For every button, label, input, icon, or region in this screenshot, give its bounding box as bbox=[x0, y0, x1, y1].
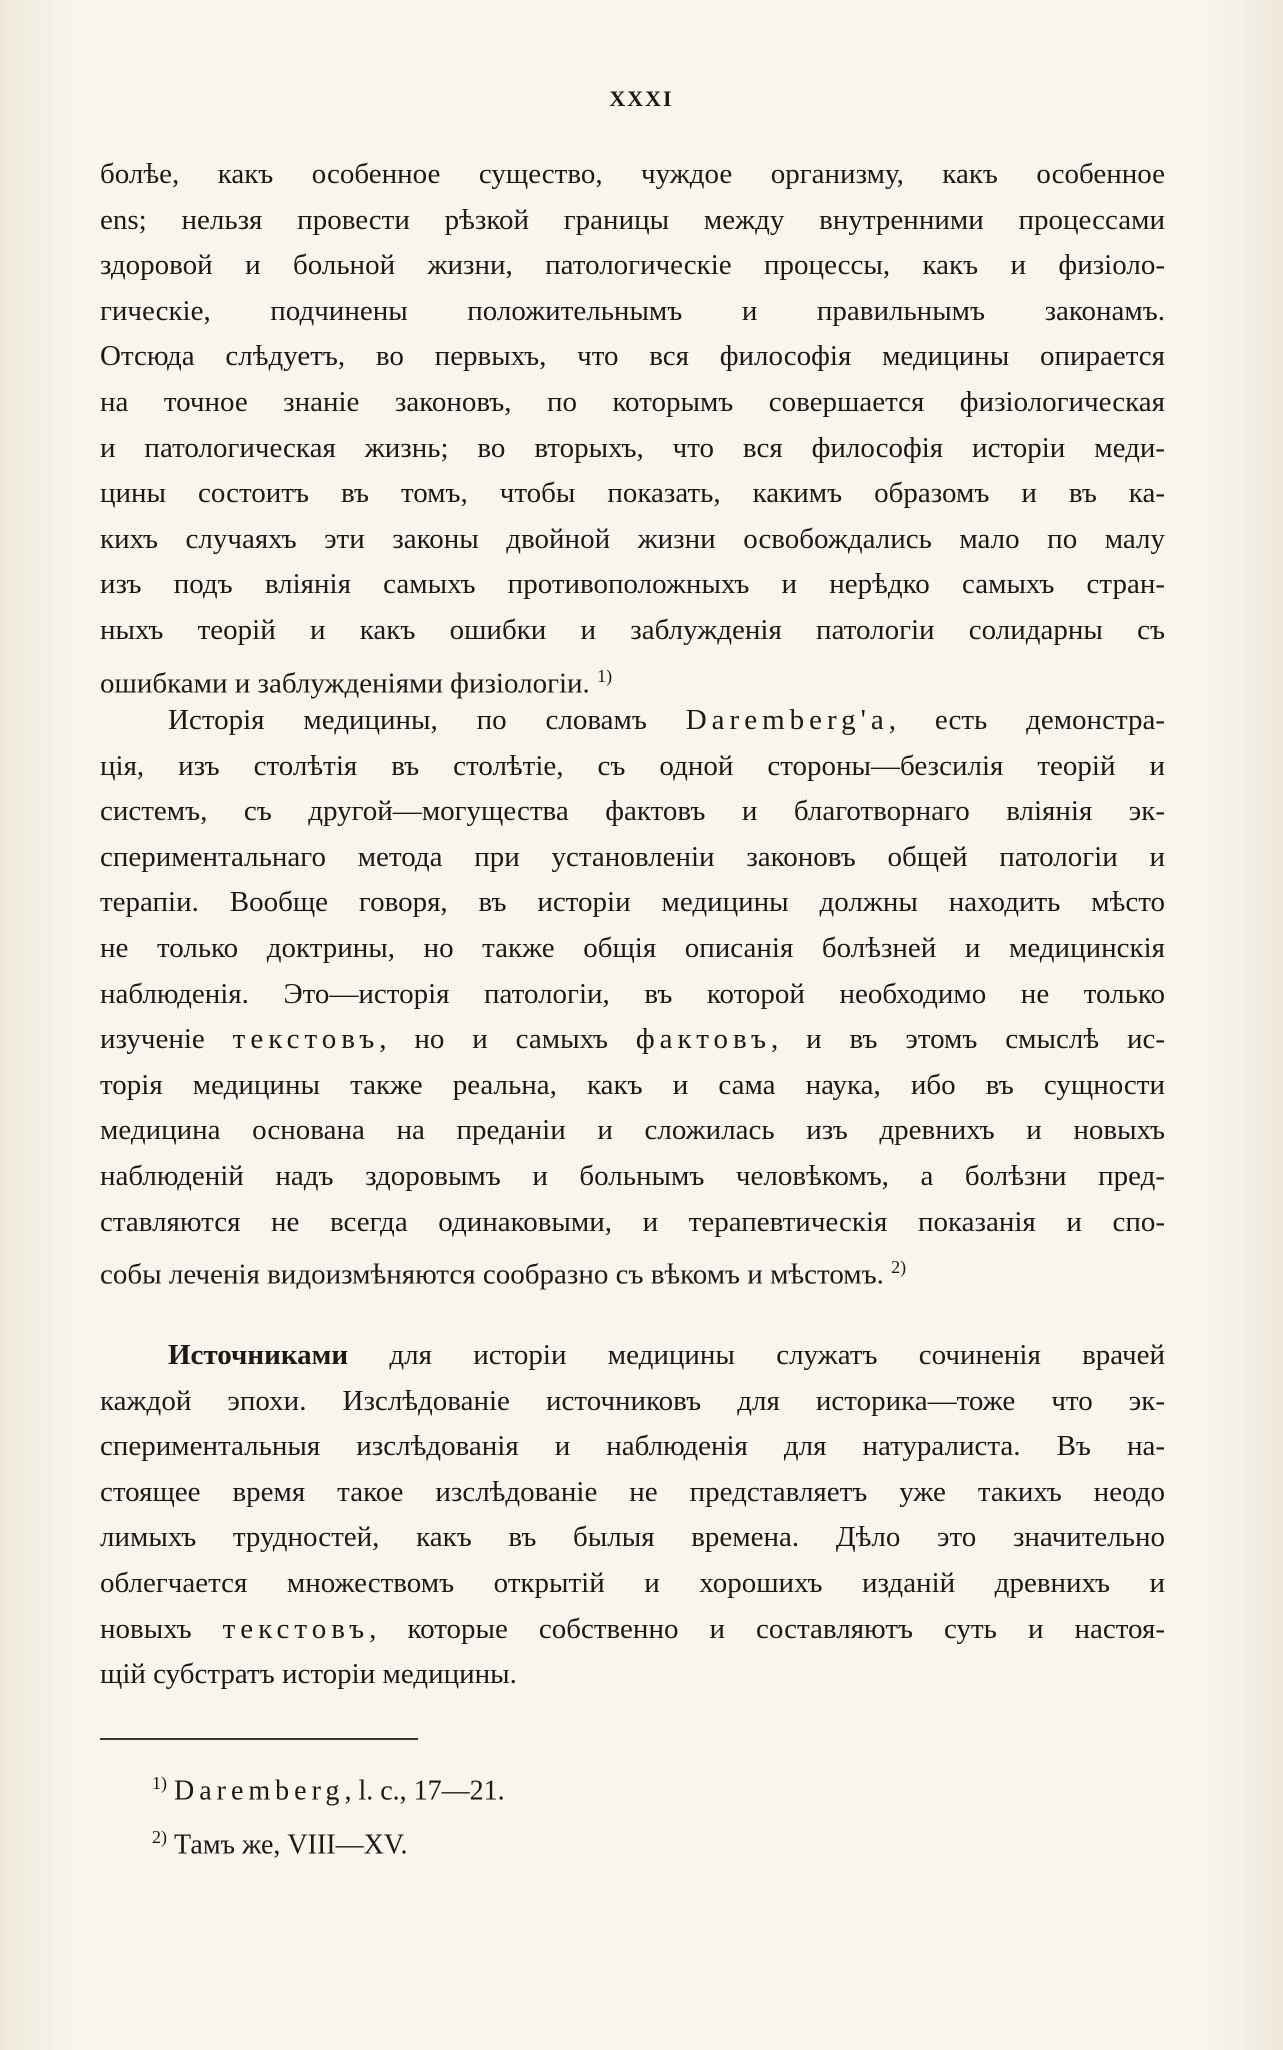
text-line: облегчается множествомъ открытій и хорошихъ изданій древнихъ и bbox=[100, 1566, 1165, 1599]
line-text: собы леченія видоизмѣняются сообразно съ вѣкомъ и мѣстомъ. bbox=[100, 1258, 884, 1291]
text-line bbox=[100, 1333, 1165, 1379]
text-line bbox=[100, 1245, 1165, 1298]
text-line: цины состоитъ въ томъ, чтобы показать, какимъ образомъ и въ ка- bbox=[100, 477, 1165, 510]
footnote-marker[interactable]: 2) bbox=[891, 1257, 907, 1278]
text-line: ставляются не всегда одинаковыми, и терапевтическія показанія и спо- bbox=[100, 1205, 1165, 1238]
text-line: спериментальныя изслѣдованія и наблюденія для натуралиста. Въ на- bbox=[100, 1430, 1165, 1463]
text-line: наблюденій надъ здоровымъ и больнымъ человѣкомъ, а болѣзни пред- bbox=[100, 1159, 1165, 1192]
text-line: системъ, съ другой—могущества фактовъ и благотворнаго вліянія эк- bbox=[100, 795, 1165, 828]
line-text: , но и самыхъ bbox=[379, 1023, 608, 1056]
footnote-1 bbox=[152, 1760, 505, 1814]
paragraph-2 bbox=[100, 698, 1165, 1298]
footnote-marker[interactable]: 1) bbox=[597, 665, 613, 686]
emphasis-word: текстовъ bbox=[222, 1612, 370, 1645]
paragraph-1 bbox=[100, 152, 1165, 707]
text-line: каждой эпохи. Изслѣдованіе источниковъ для историка—тоже что эк- bbox=[100, 1384, 1165, 1417]
line-text: для исторіи медицины служатъ сочиненія врачей bbox=[348, 1339, 1165, 1371]
text-line: ція, изъ столѣтія въ столѣтіе, съ одной стороны—безсилія теорій и bbox=[100, 749, 1165, 782]
text-line: ens; нельзя провести рѣзкой границы между внутренними процессами bbox=[100, 203, 1165, 236]
text-line: здоровой и больной жизни, патологическіе процессы, какъ и физіоло- bbox=[100, 249, 1165, 282]
text-line: на точное знаніе законовъ, по которымъ совершается физіологическая bbox=[100, 385, 1165, 418]
paragraph-3 bbox=[100, 1333, 1165, 1698]
text-line: кихъ случаяхъ эти законы двойной жизни освобождались мало по малу bbox=[100, 522, 1165, 555]
footnote-marker: 1) bbox=[152, 1773, 167, 1793]
line-text: , есть демонстра- bbox=[888, 704, 1165, 736]
text-line: не только доктрины, но также общія описанія болѣзней и медицинскія bbox=[100, 931, 1165, 964]
text-line bbox=[100, 1017, 1165, 1063]
line-text: ошибками и заблужденіями физіологіи. bbox=[100, 667, 590, 700]
emphasis-word: текстовъ bbox=[232, 1023, 380, 1056]
footnote-marker: 2) bbox=[152, 1827, 167, 1848]
text-line: гическіе, подчинены положительнымъ и правильнымъ законамъ. bbox=[100, 294, 1165, 327]
text-line: стоящее время такое изслѣдованіе не представляетъ уже такихъ неодо bbox=[100, 1475, 1165, 1508]
text-line bbox=[100, 1607, 1165, 1653]
text-line bbox=[100, 698, 1165, 744]
emphasis-word: фактовъ bbox=[635, 1023, 771, 1056]
text-line: лимыхъ трудностей, какъ въ былыя времена. Дѣло это значительно bbox=[100, 1521, 1165, 1554]
text-line: Отсюда слѣдуетъ, во первыхъ, что вся философія медицины опирается bbox=[100, 340, 1165, 373]
line-text: , которые собственно и составляютъ суть и настоя- bbox=[369, 1612, 1165, 1645]
footnote-2 bbox=[152, 1814, 505, 1868]
text-line: болѣе, какъ особенное существо, чуждое организму, какъ особенное bbox=[100, 158, 1165, 190]
line-text: , и въ этомъ смыслѣ ис- bbox=[771, 1023, 1166, 1056]
text-line: торія медицины также реальна, какъ и сама наука, ибо въ сущности bbox=[100, 1068, 1165, 1101]
text-line: медицина основана на преданіи и сложилась изъ древнихъ и новыхъ bbox=[100, 1114, 1165, 1147]
text-line: изъ подъ вліянія самыхъ противоположныхъ и нерѣдко самыхъ стран- bbox=[100, 568, 1165, 601]
footnotes bbox=[152, 1760, 505, 1869]
line-text: изученіе bbox=[100, 1023, 205, 1056]
text-line: терапіи. Вообще говоря, въ исторіи медицины должны находить мѣсто bbox=[100, 886, 1165, 919]
text-line: спериментальнаго метода при установленіи законовъ общей патологіи и bbox=[100, 840, 1165, 873]
footnote-separator bbox=[100, 1738, 418, 1740]
text-line: ныхъ теорій и какъ ошибки и заблужденія патологіи солидарны съ bbox=[100, 613, 1165, 646]
text-line: и патологическая жизнь; во вторыхъ, что вся философія исторіи меди- bbox=[100, 431, 1165, 464]
author-name: Daremberg bbox=[174, 1775, 345, 1807]
line-text: новыхъ bbox=[100, 1612, 192, 1645]
text-line: щій субстратъ исторіи медицины. bbox=[100, 1658, 517, 1691]
author-name: Daremberg'a bbox=[685, 704, 889, 736]
footnote-text: Тамъ же, VIII—XV. bbox=[174, 1829, 408, 1861]
line-text: Исторія медицины, по словамъ bbox=[168, 704, 647, 736]
bold-term: Источниками bbox=[168, 1339, 349, 1371]
footnote-text: , l. c., 17—21. bbox=[344, 1775, 505, 1807]
text-line: наблюденія. Это—исторія патологіи, въ которой необходимо не только bbox=[100, 977, 1165, 1010]
page-number: XXXI bbox=[609, 86, 674, 111]
